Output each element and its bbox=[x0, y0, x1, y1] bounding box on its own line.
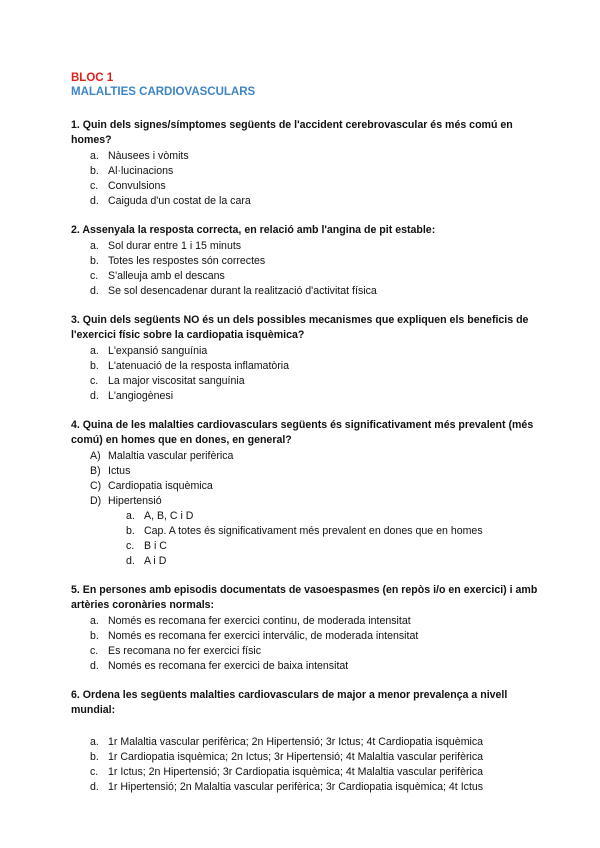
question-text: 2. Assenyala la resposta correcta, en relació amb l'angina de pit estable: bbox=[71, 224, 436, 236]
question-text: 1. Quin dels signes/símptomes següents de l'accident cerebrovascular és més comú en homes? bbox=[71, 119, 513, 146]
option-b[interactable]: b. Totes les respostes són correctes bbox=[90, 255, 266, 267]
question-text: 5. En persones amb episodis documentats de vasoespasmes (en repòs i/o en exercici) i amb artèries coronàries normals: bbox=[71, 584, 538, 611]
option-a[interactable]: a. Només es recomana fer exercici continu, de moderada intensitat bbox=[90, 615, 411, 627]
options-list bbox=[71, 344, 540, 404]
sub-option-b[interactable]: b. Cap. A totes és significativament més prevalent en dones que en homes bbox=[126, 525, 483, 537]
options-list bbox=[71, 239, 540, 299]
option-b[interactable]: b. Només es recomana fer exercici interválic, de moderada intensitat bbox=[90, 630, 419, 642]
option-b[interactable]: b. L'atenuació de la resposta inflamatòria bbox=[90, 360, 290, 372]
question-5 bbox=[71, 583, 540, 674]
bloc-title: MALALTIES CARDIOVASCULARS bbox=[71, 86, 256, 98]
question-2 bbox=[71, 223, 540, 299]
option-c[interactable]: c. Es recomana no fer exercici físic bbox=[90, 645, 262, 657]
options-list bbox=[71, 449, 540, 569]
option-b[interactable]: b. Al·lucinacions bbox=[90, 165, 174, 177]
option-C: C) Cardiopatia isquèmica bbox=[90, 480, 213, 492]
option-c[interactable]: c. 1r Ictus; 2n Hipertensió; 3r Cardiopatia isquèmica; 4t Malaltia vascular perifèrica bbox=[90, 766, 484, 778]
question-3 bbox=[71, 313, 540, 404]
option-D: D) Hipertensió bbox=[90, 495, 162, 507]
options-list bbox=[71, 149, 540, 209]
question-text: 4. Quina de les malalties cardiovasculars següents és significativament més prevalent (més comú) en homes que en dones, en general? bbox=[71, 419, 534, 446]
question-6 bbox=[71, 688, 540, 795]
option-d[interactable]: d. Se sol desencadenar durant la realització d'activitat física bbox=[90, 285, 377, 297]
option-d[interactable]: d. Només es recomana fer exercici de baixa intensitat bbox=[90, 660, 349, 672]
option-d[interactable]: d. Caiguda d'un costat de la cara bbox=[90, 195, 251, 207]
sub-option-d[interactable]: d. A i D bbox=[126, 555, 167, 567]
option-c[interactable]: c. La major viscositat sanguínia bbox=[90, 375, 245, 387]
option-c[interactable]: c. Convulsions bbox=[90, 180, 166, 192]
question-1 bbox=[71, 118, 540, 209]
blank-line bbox=[71, 718, 540, 734]
option-b[interactable]: b. 1r Cardiopatia isquèmica; 2n Ictus; 3r Hipertensió; 4t Malaltia vascular perifèrica bbox=[90, 751, 484, 763]
option-a[interactable]: a. L'expansió sanguínia bbox=[90, 345, 208, 357]
option-d[interactable]: d. 1r Hipertensió; 2n Malaltia vascular perifèrica; 3r Cardiopatia isquèmica; 4t Ictus bbox=[90, 781, 484, 793]
sub-options-list bbox=[71, 509, 540, 569]
sub-option-c[interactable]: c. B i C bbox=[126, 540, 167, 552]
question-text: 3. Quin dels següents NO és un dels possibles mecanismes que expliquen els beneficis de l'exercici físic sobre la cardiopatia isquèmica? bbox=[71, 314, 529, 341]
option-a[interactable]: a. 1r Malaltia vascular perifèrica; 2n Hipertensió; 3r Ictus; 4t Cardiopatia isquèmica bbox=[90, 736, 484, 748]
options-list bbox=[71, 735, 540, 795]
sub-option-a[interactable]: a. A, B, C i D bbox=[126, 510, 194, 522]
option-a[interactable]: a. Nàusees i vòmits bbox=[90, 150, 189, 162]
option-d[interactable]: d. L'angiogènesi bbox=[90, 390, 174, 402]
question-4 bbox=[71, 418, 540, 569]
option-A: A) Malaltia vascular perifèrica bbox=[90, 450, 234, 462]
question-text: 6. Ordena les següents malalties cardiovasculars de major a menor prevalença a nivell mundial: bbox=[71, 689, 508, 716]
options-list bbox=[71, 614, 540, 674]
option-a[interactable]: a. Sol durar entre 1 i 15 minuts bbox=[90, 240, 242, 252]
option-c[interactable]: c. S'alleuja amb el descans bbox=[90, 270, 225, 282]
bloc-label: BLOC 1 bbox=[71, 72, 114, 84]
option-B: B) Ictus bbox=[90, 465, 131, 477]
